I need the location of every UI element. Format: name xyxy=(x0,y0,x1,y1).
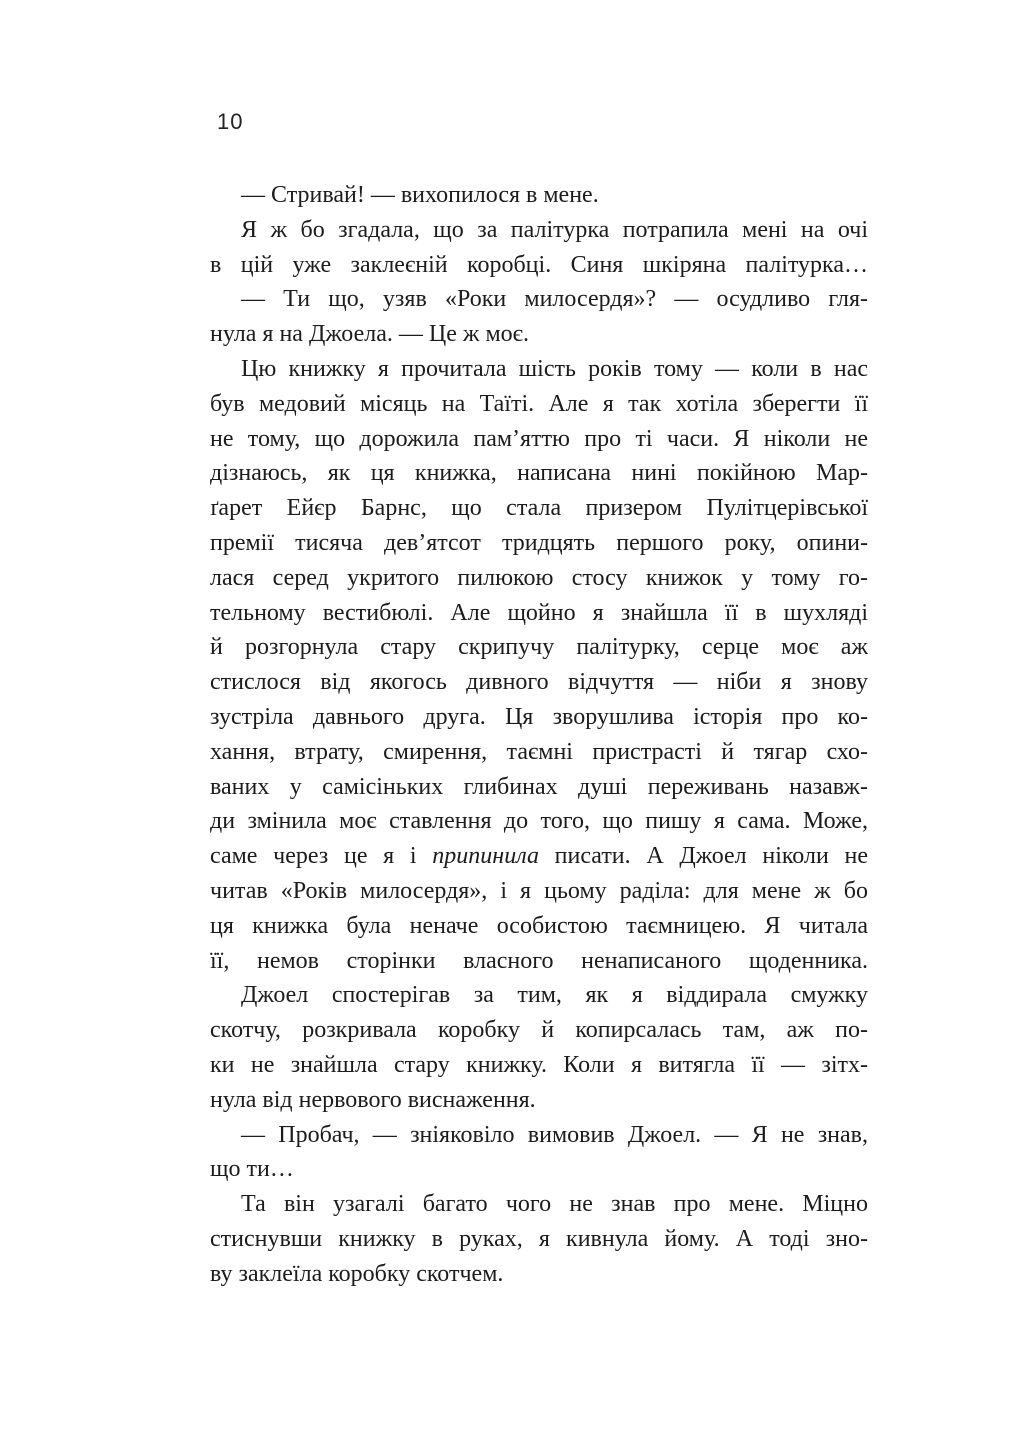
italic-text-segment: припинила xyxy=(432,843,539,870)
page-number: 10 xyxy=(217,109,244,134)
text-line xyxy=(210,1118,868,1153)
text-line xyxy=(210,978,868,1013)
text-segment: її, немов сторінки власного ненаписаного щоденника. xyxy=(210,947,868,974)
text-segment: писати. А Джоел ніколи не xyxy=(538,843,868,870)
text-segment: стислося від якогось дивного відчуття — ніби я знову xyxy=(210,669,868,696)
text-segment: Та він узагалі багато чого не знав про мене. Міцно xyxy=(241,1191,868,1218)
text-segment: Джоел спостерігав за тим, як я віддирала смужку xyxy=(241,982,868,1009)
text-line xyxy=(210,700,868,735)
text-line xyxy=(210,422,868,457)
text-line xyxy=(210,213,868,248)
text-line xyxy=(210,1013,868,1048)
text-line xyxy=(210,1257,868,1292)
text-segment: в цій уже заклеєній коробці. Синя шкіряна палітурка… xyxy=(210,251,868,278)
text-line xyxy=(210,248,868,283)
text-segment: зустріла давнього друга. Ця зворушлива історія про ко- xyxy=(210,703,868,730)
text-segment: був медовий місяць на Таїті. Але я так хотіла зберегти її xyxy=(210,390,868,417)
text-segment: читав «Років милосердя», і я цьому раділа: для мене ж бо xyxy=(210,877,868,904)
text-line xyxy=(210,630,868,665)
text-segment: — Ти що, узяв «Роки милосердя»? — осудливо гля- xyxy=(241,286,868,313)
text-line xyxy=(210,282,868,317)
text-line xyxy=(210,770,868,805)
text-segment: й розгорнула стару скрипучу палітурку, серце моє аж xyxy=(210,634,868,661)
text-line xyxy=(210,874,868,909)
text-line xyxy=(210,491,868,526)
text-segment: ваних у самісіньких глибинах душі переживань назавж- xyxy=(210,773,868,800)
text-line xyxy=(210,1187,868,1222)
text-segment: хання, втрату, смирення, таємні пристрасті й тягар схо- xyxy=(210,738,868,765)
text-line xyxy=(210,1152,868,1187)
text-line xyxy=(210,1222,868,1257)
text-segment: Цю книжку я прочитала шість років тому — коли в нас xyxy=(241,355,868,382)
text-line xyxy=(210,804,868,839)
body-text xyxy=(210,178,868,1292)
text-segment: нула я на Джоела. — Це ж моє. xyxy=(210,321,529,348)
text-segment: що ти… xyxy=(210,1156,294,1183)
text-segment: ця книжка була неначе особистою таємницею. Я читала xyxy=(210,912,868,939)
text-segment: не тому, що дорожила пам’яттю про ті часи. Я ніколи не xyxy=(210,425,868,452)
text-line xyxy=(210,317,868,352)
text-line xyxy=(210,1083,868,1118)
text-segment: ґарет Ейєр Барнс, що стала призером Пулітцерівської xyxy=(210,495,868,522)
text-line xyxy=(210,944,868,979)
text-line xyxy=(210,561,868,596)
text-line xyxy=(210,596,868,631)
text-line xyxy=(210,178,868,213)
text-segment: — Пробач, — зніяковіло вимовив Джоел. — Я не знав, xyxy=(241,1121,868,1148)
text-segment: нула від нервового виснаження. xyxy=(210,1086,536,1113)
text-segment: премії тисяча дев’ятсот тридцять першого року, опини- xyxy=(210,529,868,556)
text-segment: саме через це я і xyxy=(210,843,433,870)
text-line xyxy=(210,1048,868,1083)
text-segment: скотчу, розкривала коробку й копирсалась там, аж по- xyxy=(210,1017,868,1044)
text-line xyxy=(210,456,868,491)
text-segment: дізнаюсь, як ця книжка, написана нині покійною Мар- xyxy=(210,460,868,487)
text-segment: лася серед укритого пилюкою стосу книжок у тому го- xyxy=(210,564,868,591)
text-segment: Я ж бо згадала, що за палітурка потрапила мені на очі xyxy=(241,216,868,243)
text-line xyxy=(210,387,868,422)
text-segment: — Стривай! — вихопилося в мене. xyxy=(241,182,599,208)
text-line xyxy=(210,526,868,561)
text-line xyxy=(210,909,868,944)
text-line xyxy=(210,352,868,387)
text-segment: стиснувши книжку в руках, я кивнула йому. А тоді зно- xyxy=(210,1225,868,1252)
text-line xyxy=(210,839,868,874)
text-line xyxy=(210,735,868,770)
text-segment: ки не знайшла стару книжку. Коли я витягла її — зітх- xyxy=(210,1051,868,1078)
text-line xyxy=(210,665,868,700)
text-segment: ди змінила моє ставлення до того, що пишу я сама. Може, xyxy=(210,808,868,835)
text-segment: тельному вестибюлі. Але щойно я знайшла її в шухляді xyxy=(210,599,868,626)
text-segment: ву заклеїла коробку скотчем. xyxy=(210,1260,504,1287)
